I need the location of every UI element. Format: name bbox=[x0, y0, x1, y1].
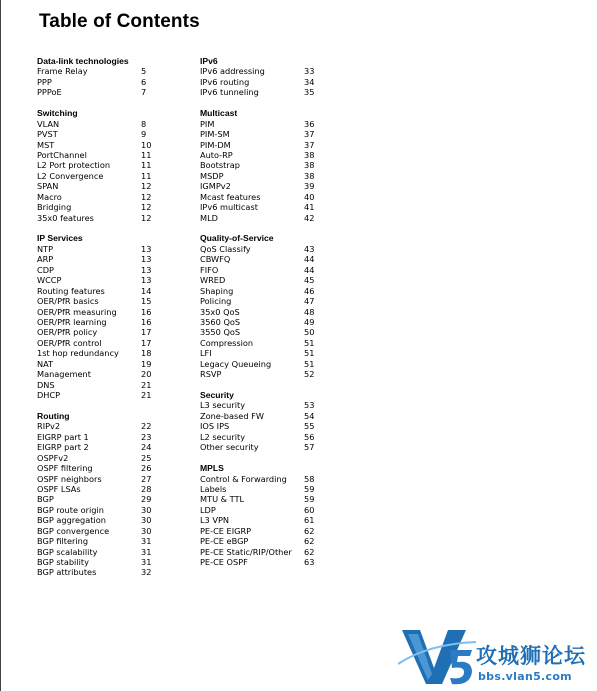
toc-entry-page: 62 bbox=[304, 536, 315, 547]
toc-left-column bbox=[37, 56, 192, 588]
toc-entry-page: 56 bbox=[304, 431, 315, 442]
toc-entry[interactable] bbox=[37, 526, 192, 536]
toc-entry[interactable] bbox=[200, 160, 320, 170]
toc-entry-label: Mcast features bbox=[200, 191, 261, 202]
toc-entry-label: Auto-RP bbox=[200, 149, 233, 160]
toc-entry-page: 12 bbox=[141, 181, 152, 192]
toc-entry-page: 63 bbox=[304, 557, 315, 567]
toc-entry[interactable] bbox=[200, 66, 320, 76]
toc-entry-label: IPv6 multicast bbox=[200, 202, 258, 213]
toc-entry[interactable] bbox=[200, 526, 320, 536]
toc-entry-label: PIM-SM bbox=[200, 129, 230, 140]
toc-entry-page: 52 bbox=[304, 369, 315, 380]
toc-entry[interactable] bbox=[200, 119, 320, 129]
toc-section-heading: MPLS bbox=[200, 463, 224, 474]
toc-entry-page: 7 bbox=[141, 87, 147, 98]
toc-entry-page: 12 bbox=[141, 212, 152, 223]
toc-section bbox=[200, 108, 320, 223]
toc-entry[interactable] bbox=[200, 442, 320, 452]
toc-entry[interactable] bbox=[37, 140, 192, 150]
toc-entry[interactable] bbox=[37, 202, 192, 212]
toc-entry-label: OER/PfR control bbox=[37, 337, 102, 348]
toc-entry-label: Shaping bbox=[200, 285, 234, 296]
toc-entry-page: 51 bbox=[304, 337, 315, 348]
toc-entry-label: RSVP bbox=[200, 369, 222, 380]
toc-entry-label: IPv6 routing bbox=[200, 76, 250, 87]
toc-entry-page: 22 bbox=[141, 421, 152, 432]
toc-entry[interactable] bbox=[37, 380, 192, 390]
toc-entry-label: EIGRP part 2 bbox=[37, 442, 89, 453]
toc-entry[interactable] bbox=[37, 515, 192, 525]
toc-entry-label: OER/PfR basics bbox=[37, 296, 99, 307]
toc-entry[interactable] bbox=[200, 536, 320, 546]
toc-entry-label: NAT bbox=[37, 358, 54, 369]
toc-entry-label: BGP bbox=[37, 494, 54, 505]
toc-entry[interactable] bbox=[37, 432, 192, 442]
toc-entry-page: 34 bbox=[304, 76, 315, 87]
toc-entry[interactable] bbox=[200, 400, 320, 410]
toc-entry[interactable] bbox=[37, 296, 192, 306]
toc-entry-label: FIFO bbox=[200, 264, 219, 275]
toc-entry[interactable] bbox=[200, 557, 320, 567]
toc-entry[interactable] bbox=[37, 254, 192, 264]
toc-section-heading: Routing bbox=[37, 410, 70, 421]
toc-entry-page: 25 bbox=[141, 452, 152, 463]
toc-entry[interactable] bbox=[37, 505, 192, 515]
toc-entry-label: LFI bbox=[200, 348, 212, 359]
toc-entry-page: 39 bbox=[304, 181, 315, 192]
toc-entry-page: 9 bbox=[141, 129, 147, 140]
toc-entry-page: 57 bbox=[304, 442, 315, 453]
toc-entry[interactable] bbox=[200, 369, 320, 379]
toc-entry-page: 44 bbox=[304, 254, 315, 265]
toc-entry[interactable] bbox=[200, 338, 320, 348]
toc-entry-label: PE-CE eBGP bbox=[200, 536, 249, 547]
toc-entry-page: 53 bbox=[304, 400, 315, 411]
toc-entry-page: 10 bbox=[141, 139, 152, 150]
toc-section-heading: IP Services bbox=[37, 233, 83, 244]
toc-entry-page: 31 bbox=[141, 557, 152, 567]
toc-entry-page: 41 bbox=[304, 202, 315, 213]
toc-entry-page: 21 bbox=[141, 379, 152, 390]
toc-entry-label: 35x0 QoS bbox=[200, 306, 240, 317]
toc-section-heading: Security bbox=[200, 390, 234, 400]
toc-entry[interactable] bbox=[37, 307, 192, 317]
toc-entry-page: 40 bbox=[304, 191, 315, 202]
toc-entry[interactable] bbox=[37, 171, 192, 181]
toc-entry-label: BGP convergence bbox=[37, 525, 110, 536]
toc-entry-label: WCCP bbox=[37, 275, 62, 286]
toc-entry-page: 38 bbox=[304, 170, 315, 181]
toc-entry-page: 17 bbox=[141, 337, 152, 348]
toc-entry[interactable] bbox=[200, 286, 320, 296]
toc-entry[interactable] bbox=[37, 66, 192, 76]
toc-entry-label: IGMPv2 bbox=[200, 181, 231, 192]
toc-entry[interactable] bbox=[200, 87, 320, 97]
toc-entry-page: 6 bbox=[141, 76, 147, 87]
toc-entry-label: Legacy Queueing bbox=[200, 358, 272, 369]
toc-entry-label: Bridging bbox=[37, 202, 72, 213]
toc-entry-page: 21 bbox=[141, 390, 152, 400]
toc-entry-label: RIPv2 bbox=[37, 421, 61, 432]
toc-entry-label: IPv6 tunneling bbox=[200, 87, 259, 98]
toc-section-heading: Data-link technologies bbox=[37, 56, 129, 66]
toc-entry-page: 11 bbox=[141, 149, 152, 160]
toc-entry[interactable] bbox=[37, 474, 192, 484]
toc-entry-page: 13 bbox=[141, 254, 152, 265]
toc-entry-label: Routing features bbox=[37, 285, 105, 296]
toc-entry-label: EIGRP part 1 bbox=[37, 431, 89, 442]
toc-entry[interactable] bbox=[200, 192, 320, 202]
toc-entry[interactable] bbox=[37, 317, 192, 327]
toc-entry-label: 3550 QoS bbox=[200, 327, 241, 338]
toc-entry[interactable] bbox=[200, 484, 320, 494]
toc-entry[interactable] bbox=[37, 213, 192, 223]
toc-section bbox=[37, 233, 192, 400]
toc-entry-label: BGP route origin bbox=[37, 504, 104, 515]
toc-entry[interactable] bbox=[200, 474, 320, 484]
toc-section bbox=[200, 463, 320, 567]
toc-entry-page: 30 bbox=[141, 525, 152, 536]
toc-section-heading: Quality-of-Service bbox=[200, 233, 274, 244]
toc-entry-page: 38 bbox=[304, 149, 315, 160]
toc-entry[interactable] bbox=[37, 77, 192, 87]
toc-entry-label: PE-CE OSPF bbox=[200, 557, 248, 567]
toc-entry-page: 55 bbox=[304, 421, 315, 432]
toc-entry-label: Policing bbox=[200, 296, 232, 307]
toc-entry-page: 49 bbox=[304, 316, 315, 327]
toc-entry-page: 54 bbox=[304, 410, 315, 421]
toc-entry-page: 59 bbox=[304, 494, 315, 505]
toc-entry-label: Frame Relay bbox=[37, 66, 88, 77]
toc-entry-label: Management bbox=[37, 369, 91, 380]
toc-entry-label: NTP bbox=[37, 243, 54, 254]
toc-entry-page: 13 bbox=[141, 243, 152, 254]
toc-entry-page: 13 bbox=[141, 264, 152, 275]
toc-entry-page: 50 bbox=[304, 327, 315, 338]
toc-entry[interactable] bbox=[200, 265, 320, 275]
toc-entry[interactable] bbox=[37, 453, 192, 463]
toc-entry[interactable] bbox=[37, 348, 192, 358]
toc-entry[interactable] bbox=[37, 192, 192, 202]
toc-entry-page: 19 bbox=[141, 358, 152, 369]
toc-entry-label: ARP bbox=[37, 254, 54, 265]
toc-entry-label: OSPF LSAs bbox=[37, 483, 81, 494]
toc-entry-page: 17 bbox=[141, 327, 152, 338]
toc-entry-label: PE-CE Static/RIP/Other bbox=[200, 546, 292, 557]
toc-section bbox=[200, 390, 320, 453]
toc-entry-page: 46 bbox=[304, 285, 315, 296]
toc-entry-page: 44 bbox=[304, 264, 315, 275]
toc-entry-page: 61 bbox=[304, 515, 315, 526]
toc-entry-page: 5 bbox=[141, 66, 147, 77]
toc-entry[interactable] bbox=[200, 171, 320, 181]
toc-entry[interactable] bbox=[200, 547, 320, 557]
toc-entry[interactable] bbox=[37, 484, 192, 494]
toc-entry[interactable] bbox=[37, 494, 192, 504]
toc-entry-page: 29 bbox=[141, 494, 152, 505]
toc-entry-page: 33 bbox=[304, 66, 315, 77]
toc-entry[interactable] bbox=[200, 411, 320, 421]
toc-entry-page: 12 bbox=[141, 202, 152, 213]
toc-entry[interactable] bbox=[200, 505, 320, 515]
toc-entry-page: 58 bbox=[304, 473, 315, 484]
toc-entry-label: BGP stability bbox=[37, 557, 89, 567]
toc-entry-label: OSPF filtering bbox=[37, 463, 93, 474]
toc-section bbox=[37, 108, 192, 223]
toc-entry-page: 30 bbox=[141, 515, 152, 526]
toc-entry-page: 38 bbox=[304, 160, 315, 171]
toc-entry-page: 45 bbox=[304, 275, 315, 286]
toc-entry[interactable] bbox=[37, 567, 192, 577]
toc-entry[interactable] bbox=[200, 254, 320, 264]
toc-entry-page: 16 bbox=[141, 316, 152, 327]
toc-section bbox=[200, 56, 320, 98]
toc-entry-label: L2 Port protection bbox=[37, 160, 111, 171]
toc-entry-page: 26 bbox=[141, 463, 152, 474]
toc-entry[interactable] bbox=[200, 129, 320, 139]
toc-entry-label: VLAN bbox=[37, 118, 60, 129]
toc-entry-page: 42 bbox=[304, 212, 315, 223]
toc-entry-label: MSDP bbox=[200, 170, 224, 181]
toc-entry-page: 37 bbox=[304, 129, 315, 140]
toc-entry-page: 27 bbox=[141, 473, 152, 484]
toc-entry-label: L3 security bbox=[200, 400, 246, 411]
toc-entry-page: 23 bbox=[141, 431, 152, 442]
toc-entry[interactable] bbox=[37, 390, 192, 400]
toc-entry-page: 15 bbox=[141, 296, 152, 307]
toc-entry[interactable] bbox=[37, 87, 192, 97]
page-left-border bbox=[0, 0, 1, 691]
toc-entry-label: BGP aggregation bbox=[37, 515, 106, 526]
toc-entry-page: 30 bbox=[141, 504, 152, 515]
toc-entry-page: 8 bbox=[141, 118, 147, 129]
toc-entry-label: Zone-based FW bbox=[200, 410, 264, 421]
toc-entry-page: 13 bbox=[141, 275, 152, 286]
toc-entry-label: 35x0 features bbox=[37, 212, 94, 223]
toc-entry-label: PE-CE EIGRP bbox=[200, 525, 252, 536]
toc-entry-label: Other security bbox=[200, 442, 259, 453]
toc-entry[interactable] bbox=[200, 494, 320, 504]
toc-entry-label: PIM bbox=[200, 118, 215, 129]
toc-entry[interactable] bbox=[37, 150, 192, 160]
toc-entry-label: OSPFv2 bbox=[37, 452, 69, 463]
toc-entry-label: IOS IPS bbox=[200, 421, 230, 432]
toc-right-column bbox=[200, 56, 320, 578]
toc-entry-page: 51 bbox=[304, 358, 315, 369]
toc-entry-label: MLD bbox=[200, 212, 218, 223]
toc-section bbox=[37, 56, 192, 98]
toc-entry-page: 24 bbox=[141, 442, 152, 453]
toc-entry-label: BGP scalability bbox=[37, 546, 98, 557]
toc-entry-label: MST bbox=[37, 139, 55, 150]
toc-entry-label: OER/PfR policy bbox=[37, 327, 98, 338]
toc-entry-page: 31 bbox=[141, 536, 152, 547]
toc-entry[interactable] bbox=[200, 432, 320, 442]
toc-entry[interactable] bbox=[200, 150, 320, 160]
toc-entry-label: PPP bbox=[37, 76, 52, 87]
toc-entry[interactable] bbox=[37, 463, 192, 473]
toc-entry-label: PortChannel bbox=[37, 149, 87, 160]
toc-entry[interactable] bbox=[37, 160, 192, 170]
toc-entry[interactable] bbox=[37, 442, 192, 452]
toc-entry-label: L2 Convergence bbox=[37, 170, 104, 181]
toc-entry-page: 62 bbox=[304, 525, 315, 536]
toc-entry-page: 43 bbox=[304, 243, 315, 254]
toc-entry-label: OER/PfR learning bbox=[37, 316, 107, 327]
toc-entry-label: Macro bbox=[37, 191, 62, 202]
toc-entry-label: CDP bbox=[37, 264, 54, 275]
toc-entry[interactable] bbox=[200, 244, 320, 254]
toc-entry-page: 37 bbox=[304, 139, 315, 150]
toc-entry[interactable] bbox=[37, 369, 192, 379]
toc-entry-page: 11 bbox=[141, 170, 152, 181]
toc-entry[interactable] bbox=[200, 296, 320, 306]
toc-entry[interactable] bbox=[200, 275, 320, 285]
toc-entry-page: 16 bbox=[141, 306, 152, 317]
toc-entry-page: 36 bbox=[304, 118, 315, 129]
toc-entry-page: 28 bbox=[141, 483, 152, 494]
toc-entry-label: Labels bbox=[200, 483, 227, 494]
toc-entry-page: 31 bbox=[141, 546, 152, 557]
toc-entry-page: 47 bbox=[304, 296, 315, 307]
toc-entry[interactable] bbox=[200, 515, 320, 525]
toc-entry-label: L2 security bbox=[200, 431, 246, 442]
toc-entry-page: 35 bbox=[304, 87, 315, 98]
toc-entry[interactable] bbox=[37, 275, 192, 285]
toc-entry-page: 60 bbox=[304, 504, 315, 515]
toc-entry-page: 14 bbox=[141, 285, 152, 296]
toc-entry[interactable] bbox=[37, 119, 192, 129]
toc-entry[interactable] bbox=[37, 557, 192, 567]
toc-entry[interactable] bbox=[37, 421, 192, 431]
toc-entry[interactable] bbox=[37, 359, 192, 369]
toc-entry[interactable] bbox=[37, 129, 192, 139]
toc-entry[interactable] bbox=[37, 536, 192, 546]
toc-entry-page: 48 bbox=[304, 306, 315, 317]
toc-entry[interactable] bbox=[37, 327, 192, 337]
toc-entry-label: Bootstrap bbox=[200, 160, 240, 171]
toc-entry-label: WRED bbox=[200, 275, 226, 286]
toc-entry[interactable] bbox=[200, 213, 320, 223]
toc-entry-label: L3 VPN bbox=[200, 515, 230, 526]
toc-entry-label: Compression bbox=[200, 337, 254, 348]
toc-entry-page: 32 bbox=[141, 567, 152, 578]
toc-entry-label: OSPF neighbors bbox=[37, 473, 102, 484]
toc-entry-label: MTU & TTL bbox=[200, 494, 245, 505]
toc-entry-page: 18 bbox=[141, 348, 152, 359]
toc-entry[interactable] bbox=[37, 338, 192, 348]
toc-entry-label: DNS bbox=[37, 379, 55, 390]
toc-entry[interactable] bbox=[200, 317, 320, 327]
toc-entry[interactable] bbox=[200, 181, 320, 191]
toc-entry[interactable] bbox=[37, 265, 192, 275]
toc-entry-label: CBWFQ bbox=[200, 254, 231, 265]
toc-entry-label: DHCP bbox=[37, 390, 61, 400]
toc-entry-label: OER/PfR measuring bbox=[37, 306, 117, 317]
toc-entry-page: 12 bbox=[141, 191, 152, 202]
toc-entry[interactable] bbox=[200, 327, 320, 337]
toc-entry[interactable] bbox=[37, 244, 192, 254]
toc-entry-label: PIM-DM bbox=[200, 139, 231, 150]
toc-entry[interactable] bbox=[200, 140, 320, 150]
toc-entry[interactable] bbox=[37, 181, 192, 191]
toc-entry-label: 3560 QoS bbox=[200, 316, 241, 327]
toc-entry[interactable] bbox=[200, 359, 320, 369]
toc-section bbox=[37, 411, 192, 578]
toc-section-heading: IPv6 bbox=[200, 56, 218, 66]
page-title: Table of Contents bbox=[39, 11, 200, 32]
toc-entry-page: 59 bbox=[304, 483, 315, 494]
toc-entry-page: 20 bbox=[141, 369, 152, 380]
watermark-url: bbs.vlan5.com bbox=[478, 670, 572, 683]
toc-entry-label: IPv6 addressing bbox=[200, 66, 265, 77]
toc-entry-page: 11 bbox=[141, 160, 152, 171]
toc-entry-label: Control & Forwarding bbox=[200, 473, 287, 484]
toc-entry-label: 1st hop redundancy bbox=[37, 348, 119, 359]
toc-entry-page: 62 bbox=[304, 546, 315, 557]
toc-entry[interactable] bbox=[200, 421, 320, 431]
toc-entry-label: PVST bbox=[37, 129, 58, 140]
toc-entry[interactable] bbox=[200, 307, 320, 317]
toc-entry[interactable] bbox=[37, 547, 192, 557]
toc-section-heading: Switching bbox=[37, 108, 78, 119]
watermark-site-name: 攻城狮论坛 bbox=[476, 644, 586, 668]
toc-entry-label: LDP bbox=[200, 504, 216, 515]
toc-entry-page: 51 bbox=[304, 348, 315, 359]
toc-entry[interactable] bbox=[200, 77, 320, 87]
toc-section-heading: Multicast bbox=[200, 108, 238, 119]
toc-entry-label: QoS Classify bbox=[200, 243, 251, 254]
toc-entry[interactable] bbox=[37, 286, 192, 296]
toc-entry-label: PPPoE bbox=[37, 87, 62, 98]
toc-entry-label: SPAN bbox=[37, 181, 59, 192]
toc-entry[interactable] bbox=[200, 348, 320, 358]
toc-entry-label: BGP attributes bbox=[37, 567, 97, 578]
toc-section bbox=[200, 233, 320, 379]
toc-entry[interactable] bbox=[200, 202, 320, 212]
toc-entry-label: BGP filtering bbox=[37, 536, 89, 547]
